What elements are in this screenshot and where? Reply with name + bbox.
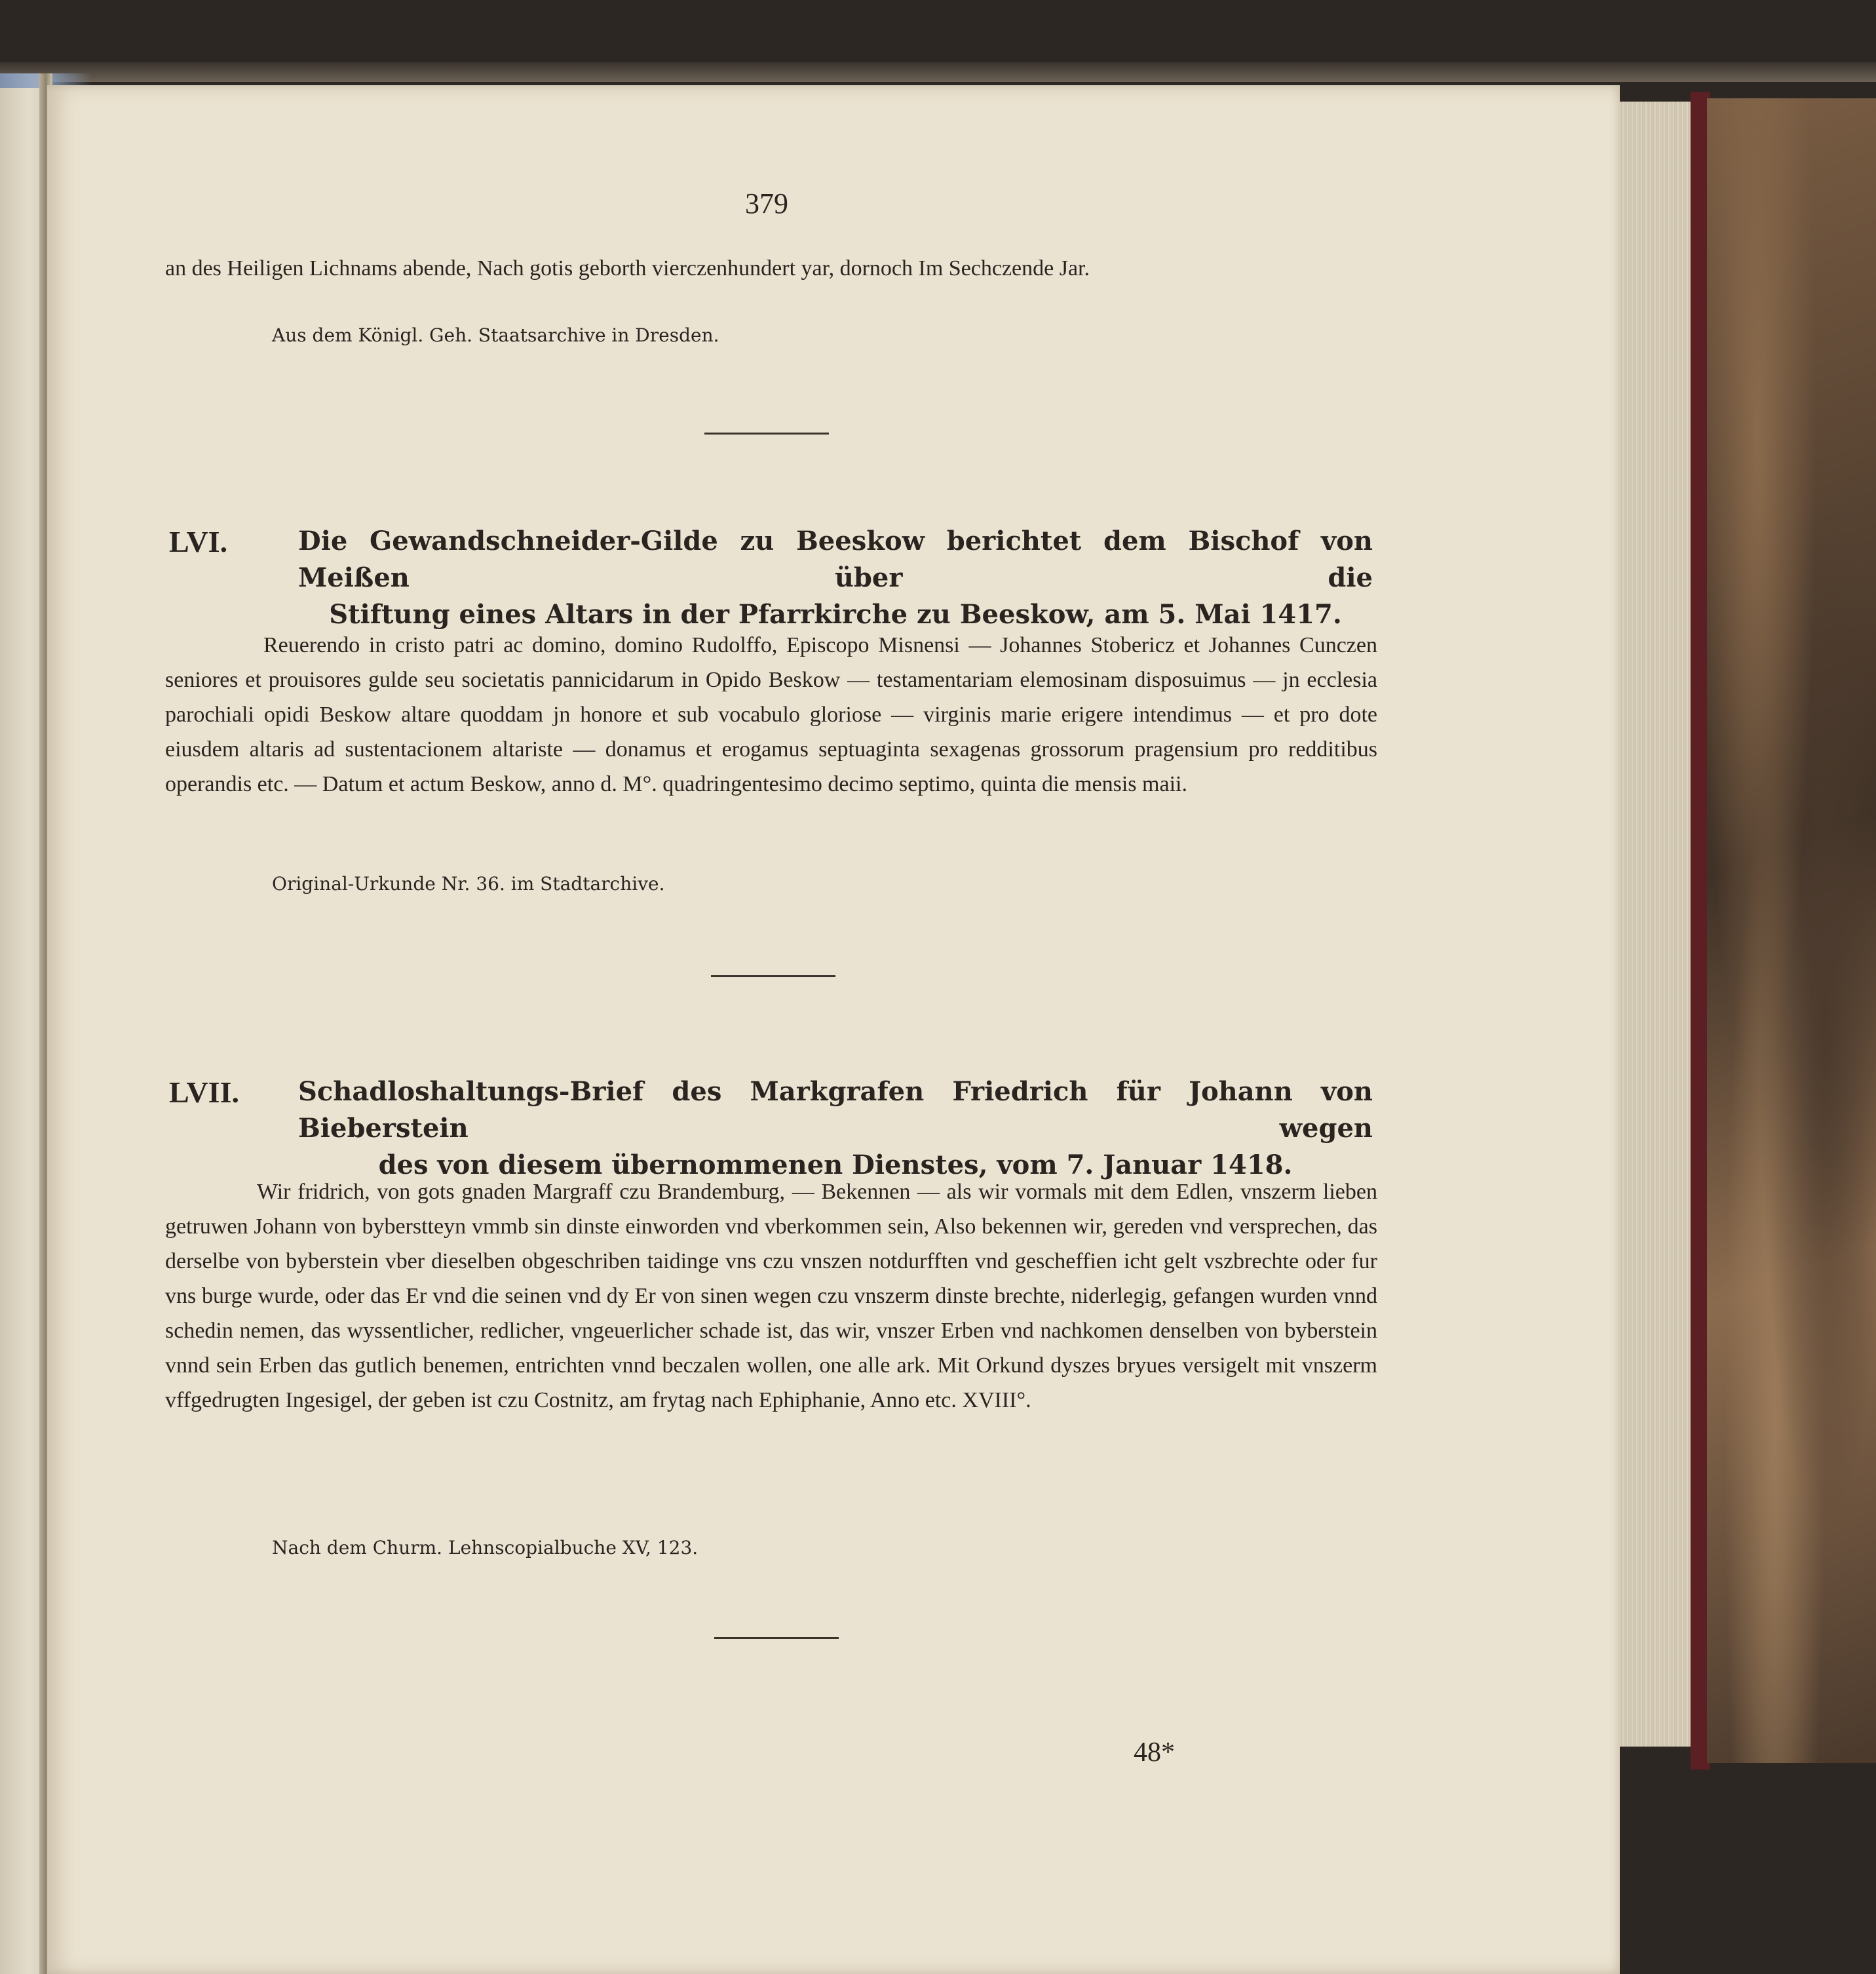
document-number-57: LVII. xyxy=(169,1075,239,1109)
page-number: 379 xyxy=(745,187,788,220)
document-body-57: Wir fridrich, von gots gnaden Margraff czu Brandemburg, — Bekennen — als wir vormals mit dem Edlen, vnszerm lieben getruwen Johann von byberstteyn vmmb sin dinste einworden vnd vberkommen sein, Also bekennen wir, gereden vnd versprechen, das derselbe von byberstein vber dieselben obgeschriben taidinge vns czu vnszen notdurfften vnd gescheffien icht gelt vszbrechte oder fur vns burge wurde, oder das Er vnd die seinen vnd dy Er von sinen wegen czu vnszerm dinste brechte, niderlegig, gefangen wurden vnnd schedin nemen, das wyssentlicher, redlicher, vngeuerlicher schade ist, das wir, vnszer Erben vnd nachkomen denselben von byberstein vnnd sein Erben das gutlich benemen, entrichten vnnd beczalen wollen, one alle ark. Mit Orkund dyszes bryues versigelt mit vnszerm vffgedrugten Ingesigel, der geben ist czu Costnitz, am frytag nach Ephiphanie, Anno etc. XVIII°. xyxy=(165,1180,1377,1412)
heading-57-line1: Schadloshaltungs-Brief des Markgrafen Friedrich für Johann von Bieberstein wegen xyxy=(298,1076,1373,1144)
book-top-edge xyxy=(0,62,1876,82)
section-divider xyxy=(711,975,835,977)
heading-56-line1: Die Gewandschneider-Gilde zu Beeskow berichtet dem Bischof von Meißen über die xyxy=(298,526,1373,593)
section-divider xyxy=(714,1637,839,1639)
section-divider xyxy=(704,433,829,435)
heading-57-line2: des von diesem übernommenen Dienstes, vom 7. Januar 1418. xyxy=(378,1150,1293,1180)
document-number-56: LVI. xyxy=(169,525,228,558)
document-heading-57 xyxy=(298,1074,1373,1184)
heading-56-line2: Stiftung eines Altars in der Pfarrkirche zu Beeskow, am 5. Mai 1417. xyxy=(329,599,1342,630)
preceding-source-note: Aus dem Königl. Geh. Staatsarchive in Dresden. xyxy=(272,324,719,346)
document-source-57: Nach dem Churm. Lehnscopialbuche XV, 123. xyxy=(272,1537,699,1558)
document-body-56: Reuerendo in cristo patri ac domino, domino Rudolffo, Episcopo Misnensi — Johannes Stobericz et Johannes Cunczen seniores et prouisores gulde seu societatis pannicidarum in Opido Beskow — testamentariam elemosinam disposuimus — jn ecclesia parochiali opidi Beskow altare quoddam jn honore et sub vocabulo gloriose — virginis marie erigere intendimus — et pro dote eiusdem altaris ad sustentacionem altariste — donamus et erogamus septuaginta sexagenas grossorum pragensium pro redditibus operandis etc. — Datum et actum Beskow, anno d. M°. quadringentesimo decimo septimo, quinta die mensis maii. xyxy=(165,633,1377,796)
preceding-text: an des Heiligen Lichnams abende, Nach gotis geborth vierczenhundert yar, dornoch Im Sechczende Jar. xyxy=(165,256,1090,281)
document-heading-56 xyxy=(298,523,1373,633)
signature-mark: 48* xyxy=(1134,1737,1175,1768)
document-source-56: Original-Urkunde Nr. 36. im Stadtarchive. xyxy=(272,873,665,895)
marbled-cover xyxy=(1707,98,1876,1763)
book-page xyxy=(47,85,1620,1974)
